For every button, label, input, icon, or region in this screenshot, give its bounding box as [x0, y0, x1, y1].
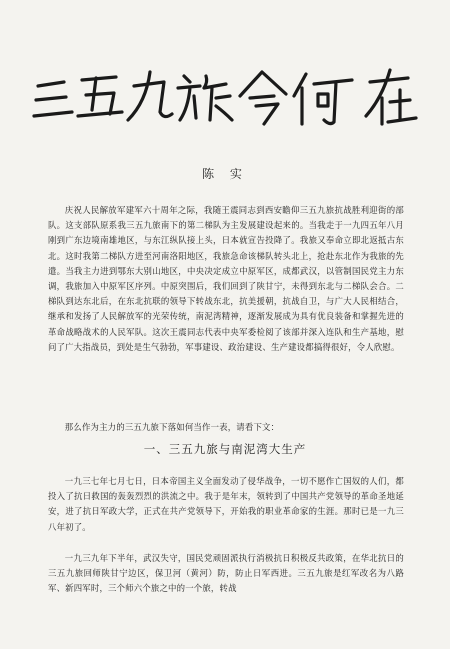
section-heading: 一、三五九旅与南泥湾大生产: [143, 442, 307, 456]
paragraph-1939: 一九三九年下半年，武汉失守，国民党顽固派执行消极抗日积极反共政策，在华北抗日的三五九旅回师陕甘宁边区，保卫河（黄河）防，防止日军西进。三五九旅是红军改名为八路军、新四军时，三个师六个旅之中的一个旅，转战: [48, 553, 404, 594]
paragraph-transition: 那么作为主力的三五九旅下落如何当作一表，请看下文：: [64, 422, 280, 432]
calligraphy-title-image: [30, 62, 420, 132]
author-name: 陈 实: [202, 167, 248, 181]
paragraph-intro: 庆祝人民解放军建军六十周年之际，我随王震同志到西安瞻仰三五九旅抗战胜利迎街的部队。这支部队原系我三五九旅南下的第二梯队为主发展建设起来的。当我走于一九四五年八月刚到广东边境南雄地区，与东江纵队接上头，日本就宣告投降了。我旅又奉命立即北返抵古东北。这时我第二梯队方进至河南洛阳地区，我旅急命该梯队转头北上，抢赴东北作为我旅的先遣。当我主力进到鄂东大别山地区，中央决定成立中原军区，成都武汉，以管制国民党主力东调，我旅加入中原军区序列。中原突围后，我们回到了陕甘宁，未得到东北与二梯队会合。二梯队到达东北后，在东北抗联的领导下转战东北，抗美援朝，抗战自卫，与广大人民相结合，继承和发扬了人民解放军的光荣传统，南泥湾精神，逐渐发展成为具有优良装备和掌握先进的革命战略战术的人民军队。这次王震同志代表中央军委检阅了该部并深入连队和生产基地，慰问了广大指战员，到处是生气勃勃，军事建设、政治建设、生产建设都搞得很好，令人欣慰。: [48, 205, 404, 352]
paragraph-1937: 一九三七年七月七日，日本帝国主义全面发动了侵华战争，一切不愿作亡国奴的人们，都投入了抗日救国的轰轰烈烈的洪流之中。我于是年末，领转到了中国共产党领导的革命圣地延安，进了抗日军政大学，正式在共产党领导下，开始我的职业革命家的生涯。那时已是一九三八年初了。: [48, 476, 404, 532]
